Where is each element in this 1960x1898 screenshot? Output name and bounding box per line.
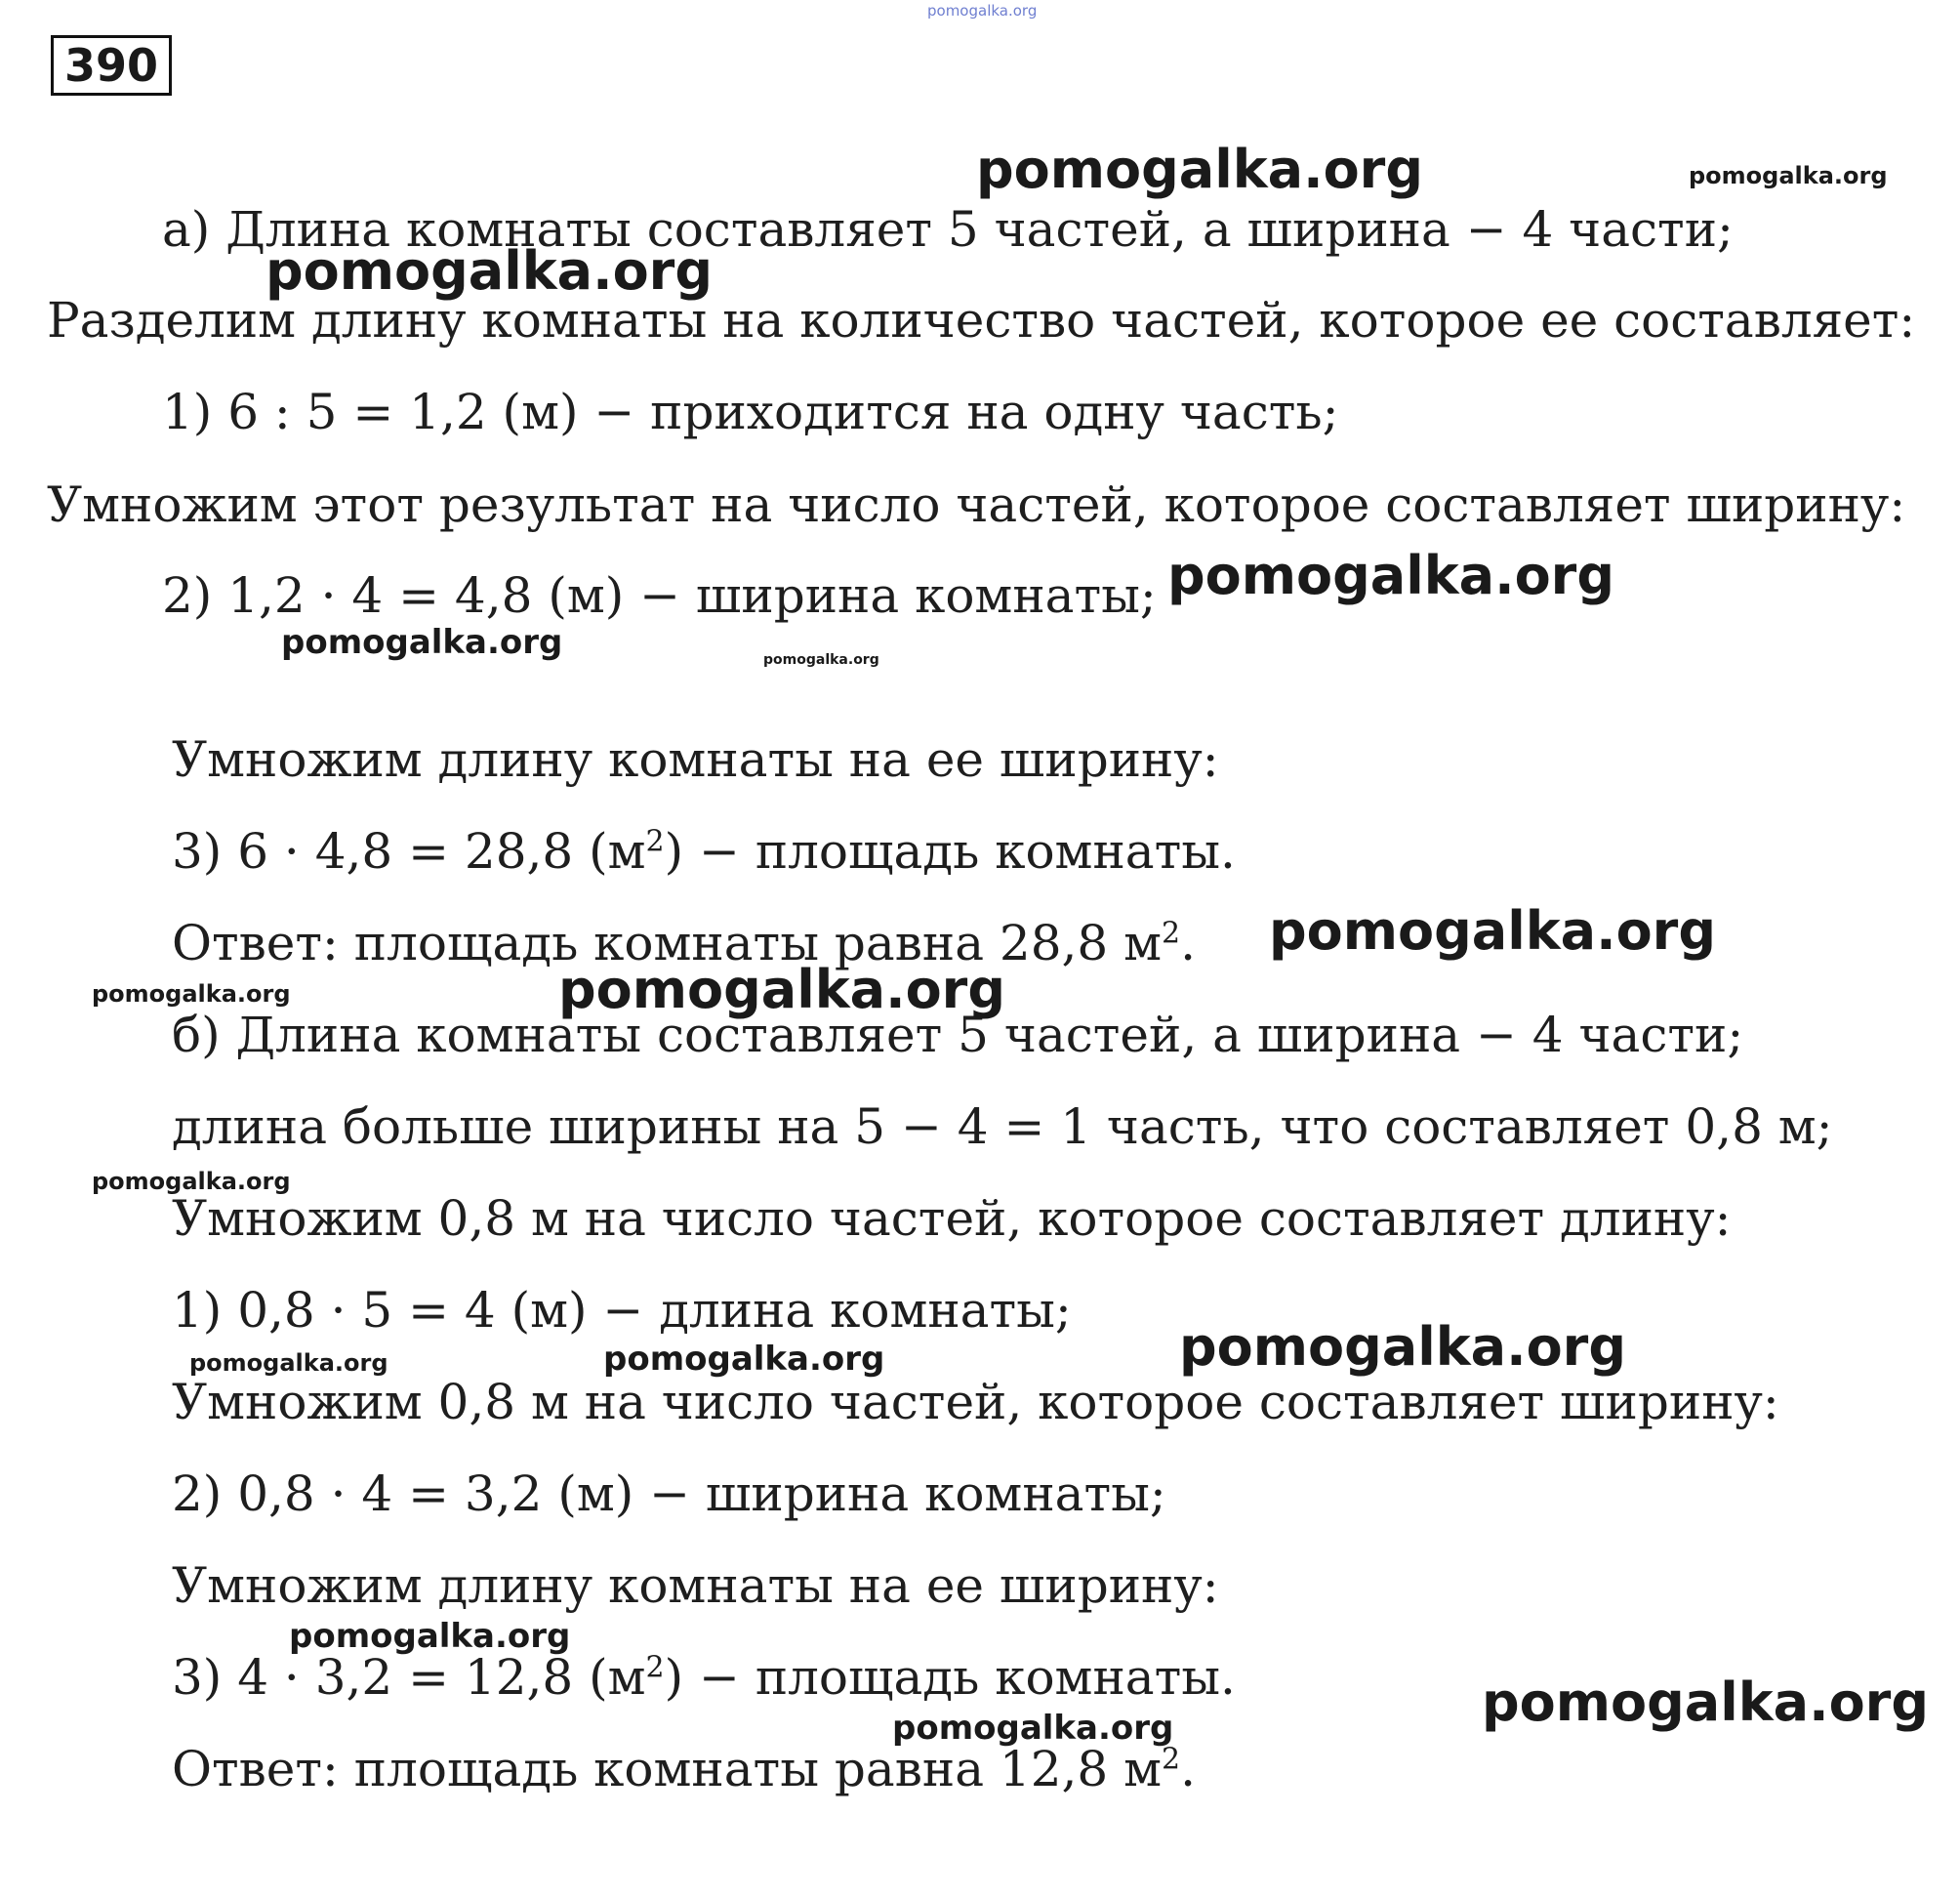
part-a-answer: Ответ: площадь комнаты равна 28,8 $м^2$. [172,915,1197,971]
watermark: pomogalka.org [92,1168,291,1195]
watermark-top: pomogalka.org [927,2,1038,20]
part-b-line-7: Умножим длину комнаты на ее ширину: [172,1557,1219,1614]
part-a-line-7: 3) 6 · 4,8 = 28,8 $(м^2)$ − площадь комнаты. [172,823,1236,880]
part-b-line-1: б) Длина комнаты составляет 5 частей, а ширина − 4 части; [172,1007,1744,1063]
part-a-line-4: Умножим этот результат на число частей, которое составляет ширину: [47,476,1906,533]
watermark: pomogalka.org [1179,1316,1626,1378]
watermark: pomogalka.org [1167,545,1614,606]
watermark: pomogalka.org [1269,900,1716,962]
watermark: pomogalka.org [1689,162,1888,189]
part-b-line-4: 1) 0,8 · 5 = 4 (м) − длина комнаты; [172,1282,1072,1339]
watermark: pomogalka.org [976,139,1423,200]
part-b-line-3: Умножим 0,8 м на число частей, которое составляет длину: [172,1190,1732,1247]
part-a-line-2: Разделим длину комнаты на количество частей, которое ее составляет: [47,292,1916,349]
part-b-line-5: Умножим 0,8 м на число частей, которое составляет ширину: [172,1374,1779,1430]
watermark: pomogalka.org [265,240,713,302]
part-a-line-6: Умножим длину комнаты на ее ширину: [172,731,1219,788]
part-b-answer: Ответ: площадь комнаты равна 12,8 $м^2$. [172,1741,1197,1797]
watermark: pomogalka.org [92,980,291,1008]
watermark: pomogalka.org [281,623,563,662]
watermark: pomogalka.org [603,1340,885,1379]
watermark: pomogalka.org [1482,1671,1929,1733]
part-b-line-2: длина больше ширины на 5 − 4 = 1 часть, что составляет 0,8 м; [172,1098,1833,1155]
watermark: pomogalka.org [763,652,879,668]
part-b-line-6: 2) 0,8 · 4 = 3,2 (м) − ширина комнаты; [172,1465,1166,1522]
part-a-line-3: 1) 6 : 5 = 1,2 (м) − приходится на одну часть; [162,384,1339,440]
part-a-line-5: 2) 1,2 · 4 = 4,8 (м) − ширина комнаты; [162,567,1157,624]
watermark: pomogalka.org [892,1709,1174,1748]
watermark: pomogalka.org [289,1617,571,1656]
part-b-line-8: 3) 4 · 3,2 = 12,8 $(м^2)$ − площадь комнаты. [172,1649,1236,1706]
part-a-line-1: а) Длина комнаты составляет 5 частей, а ширина − 4 части; [162,201,1734,258]
problem-number: 390 [51,35,172,96]
watermark: pomogalka.org [558,959,1005,1020]
watermark: pomogalka.org [189,1349,388,1377]
